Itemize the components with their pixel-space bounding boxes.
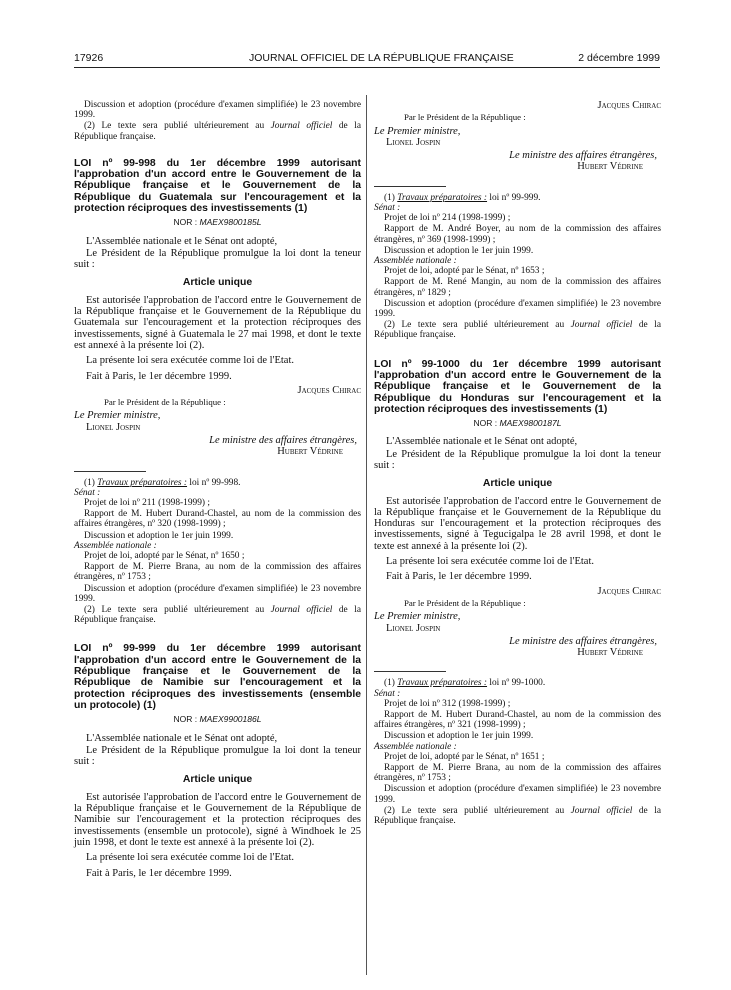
footnote-publication: (2) Le texte sera publié ultérieurement au Journal officiel de la République française. — [374, 320, 661, 341]
footnote-line: Discussion et adoption (procédure d'examen simplifiée) le 23 novembre 1999. — [74, 583, 361, 604]
execution-line: La présente loi sera exécutée comme loi de l'Etat. — [86, 355, 295, 367]
nor-reference: NOR : MAEX9800187L — [473, 418, 562, 429]
footnote-line: Discussion et adoption le 1er juin 1999. — [84, 530, 234, 541]
footnote-line: Projet de loi, adopté par le Sénat, nº 1651 ; — [384, 751, 545, 762]
by-president-line: Par le Président de la République : — [404, 597, 526, 608]
column-divider — [366, 95, 367, 975]
law-title: LOI nº 99-999 du 1er décembre 1999 autorisant l'approbation d'un accord entre le Gouvernement de la République française et le Gouvernement de la République de Namibie sur l'encouragement et la protection réciproques des investissements (ensemble un protocole) (1) — [74, 643, 361, 711]
footnote-line: Rapport de M. René Mangin, au nom de la commission des affaires étrangères, nº 1829 ; — [374, 277, 661, 298]
footnote-line: Projet de loi nº 211 (1998-1999) ; — [84, 498, 210, 509]
signed-place-date: Fait à Paris, le 1er décembre 1999. — [86, 370, 232, 382]
prime-minister-title: Le Premier ministre, — [374, 611, 461, 623]
law-99-1000 — [374, 359, 661, 827]
president-signature: Jacques Chirac — [297, 384, 361, 396]
minister-title: Le ministre des affaires étrangères, — [509, 150, 657, 162]
adoption-line: L'Assemblée nationale et le Sénat ont adopté, — [86, 732, 278, 744]
law-footnotes — [374, 193, 661, 341]
law-99-998 — [74, 158, 361, 626]
adoption-line: L'Assemblée nationale et le Sénat ont adopté, — [86, 235, 278, 247]
footnote-line: Discussion et adoption le 1er juin 1999. — [384, 245, 534, 256]
footnote-senat-heading: Sénat : — [74, 487, 101, 498]
article-text: Est autorisée l'approbation de l'accord entre le Gouvernement de la République française et le Gouvernement de la République de Namibie sur l'encouragement et la protection réciproques des investissements (ensemble un protocole), signé à Windhoek le 25 juin 1998, et dont le texte est annexé à la présente loi (2). — [74, 791, 361, 848]
minister-name: Hubert Védrine — [277, 446, 343, 458]
footnote-publication: (2) Le texte sera publié ultérieurement au Journal officiel de la République française. — [374, 805, 661, 827]
page-number: 17926 — [74, 52, 104, 64]
footnote-line: Discussion et adoption le 1er juin 1999. — [384, 731, 534, 742]
nor-reference: NOR : MAEX9800185L — [173, 217, 262, 228]
article-text: Est autorisée l'approbation de l'accord entre le Gouvernement de la République française et le Gouvernement de la République du Guatemala sur l'encouragement et la protection réciproques des investissements, signé à Guatemala le 27 mai 1998, et dont le texte est annexé à la présente loi (2). — [74, 294, 361, 351]
prime-minister-title: Le Premier ministre, — [374, 125, 461, 137]
promulgation-line: Le Président de la République promulgue la loi dont la teneur suit : — [374, 448, 661, 471]
journal-title: JOURNAL OFFICIEL DE LA RÉPUBLIQUE FRANÇAISE — [249, 52, 514, 64]
promulgation-line: Le Président de la République promulgue la loi dont la teneur suit : — [74, 744, 361, 768]
footnote-line: Projet de loi, adopté par le Sénat, nº 1653 ; — [384, 266, 545, 277]
footnote-rule — [74, 471, 146, 472]
president-signature: Jacques Chirac — [597, 585, 661, 597]
footnote-assemblee-heading: Assemblée nationale : — [374, 256, 457, 266]
footnote-travaux: (1) Travaux préparatoires : loi nº 99-998. — [84, 477, 241, 488]
footnote-line: Projet de loi nº 312 (1998-1999) ; — [384, 698, 511, 709]
footnote-line: Discussion et adoption (procédure d'examen simplifiée) le 23 novembre 1999. — [374, 784, 661, 805]
footnote-discussion: Discussion et adoption (procédure d'examen simplifiée) le 23 novembre 1999. — [74, 100, 361, 121]
footnote-line: Rapport de M. Pierre Brana, au nom de la commission des affaires étrangères, nº 1753 ; — [374, 763, 661, 784]
footnote-assemblee-heading: Assemblée nationale : — [374, 741, 457, 752]
footnote-rule — [374, 186, 446, 187]
execution-line: La présente loi sera exécutée comme loi de l'Etat. — [86, 852, 295, 864]
president-signature: Jacques Chirac — [597, 100, 661, 111]
by-president-line: Par le Président de la République : — [404, 112, 526, 123]
minister-title: Le ministre des affaires étrangères, — [509, 635, 657, 647]
header-divider — [74, 67, 660, 68]
page-header — [74, 52, 660, 66]
minister-name: Hubert Védrine — [577, 161, 643, 173]
footnote-line: Rapport de M. Pierre Brana, au nom de la commission des affaires étrangères, nº 1753 ; — [74, 562, 361, 583]
signed-place-date: Fait à Paris, le 1er décembre 1999. — [86, 867, 232, 879]
footnote-rule — [374, 671, 446, 672]
prime-minister-title: Le Premier ministre, — [74, 410, 161, 422]
footnote-line: Projet de loi nº 214 (1998-1999) ; — [384, 213, 511, 224]
footnote-assemblee-heading: Assemblée nationale : — [74, 540, 157, 551]
law-99-999 — [74, 643, 361, 878]
promulgation-line: Le Président de la République promulgue la loi dont la teneur suit : — [74, 247, 361, 271]
signed-place-date: Fait à Paris, le 1er décembre 1999. — [386, 571, 532, 583]
prime-minister-name: Lionel Jospin — [386, 136, 441, 148]
adoption-line: L'Assemblée nationale et le Sénat ont adopté, — [386, 436, 578, 448]
left-column — [74, 100, 361, 879]
footnote-senat-heading: Sénat : — [374, 688, 401, 699]
footnote-line: Rapport de M. André Boyer, au nom de la commission des affaires étrangères, nº 369 (1998-1999) ; — [374, 224, 661, 245]
footnote-line: Rapport de M. Hubert Durand-Chastel, au nom de la commission des affaires étrangères, nº 320 (1998-1999) ; — [74, 509, 361, 530]
article-heading: Article unique — [182, 277, 253, 289]
footnote-travaux: (1) Travaux préparatoires : loi nº 99-1000. — [384, 678, 546, 689]
prime-minister-name: Lionel Jospin — [386, 622, 441, 634]
continued-footnotes — [74, 100, 361, 142]
law-footnotes — [74, 478, 361, 626]
article-heading: Article unique — [182, 774, 253, 786]
article-text: Est autorisée l'approbation de l'accord entre le Gouvernement de la République française et le Gouvernement de la République du Honduras sur l'encouragement et la protection réciproques des investissements, signé à Tegucigalpa le 28 avril 1998, et dont le texte est annexé à la présente loi (2). — [374, 495, 661, 552]
right-column — [374, 100, 661, 826]
footnote-travaux: (1) Travaux préparatoires : loi nº 99-999. — [384, 192, 541, 203]
minister-title: Le ministre des affaires étrangères, — [209, 435, 357, 447]
minister-name: Hubert Védrine — [577, 647, 643, 659]
nor-reference: NOR : MAEX9900186L — [173, 714, 262, 725]
footnote-line: Rapport de M. Hubert Durand-Chastel, au nom de la commission des affaires étrangères, nº 321 (1998-1999) ; — [374, 710, 661, 731]
footnote-publication: (2) Le texte sera publié ultérieurement au Journal officiel de la République française. — [74, 605, 361, 626]
execution-line: La présente loi sera exécutée comme loi de l'Etat. — [386, 556, 595, 568]
law-title: LOI nº 99-1000 du 1er décembre 1999 autorisant l'approbation d'un accord entre le Gouvernement de la République française et le Gouvernement de la République du Honduras sur l'encouragement et la protection réciproques des investissements (1) — [374, 358, 661, 415]
footnote-line: Discussion et adoption (procédure d'examen simplifiée) le 23 novembre 1999. — [374, 298, 661, 320]
law-footnotes — [374, 678, 661, 826]
law-title: LOI nº 99-998 du 1er décembre 1999 autorisant l'approbation d'un accord entre le Gouvernement de la République française et le Gouvernement de la République du Guatemala sur l'encouragement et la protection réciproques des investissements (1) — [74, 157, 361, 214]
by-president-line: Par le Président de la République : — [104, 397, 226, 408]
article-heading: Article unique — [482, 478, 553, 490]
footnote-senat-heading: Sénat : — [374, 202, 401, 213]
law-99-999-signatures — [374, 100, 661, 341]
footnote-publication: (2) Le texte sera publié ultérieurement au Journal officiel de la République française. — [74, 121, 361, 142]
footnote-line: Projet de loi, adopté par le Sénat, nº 1650 ; — [84, 551, 245, 562]
issue-date: 2 décembre 1999 — [578, 52, 660, 64]
prime-minister-name: Lionel Jospin — [86, 421, 141, 433]
